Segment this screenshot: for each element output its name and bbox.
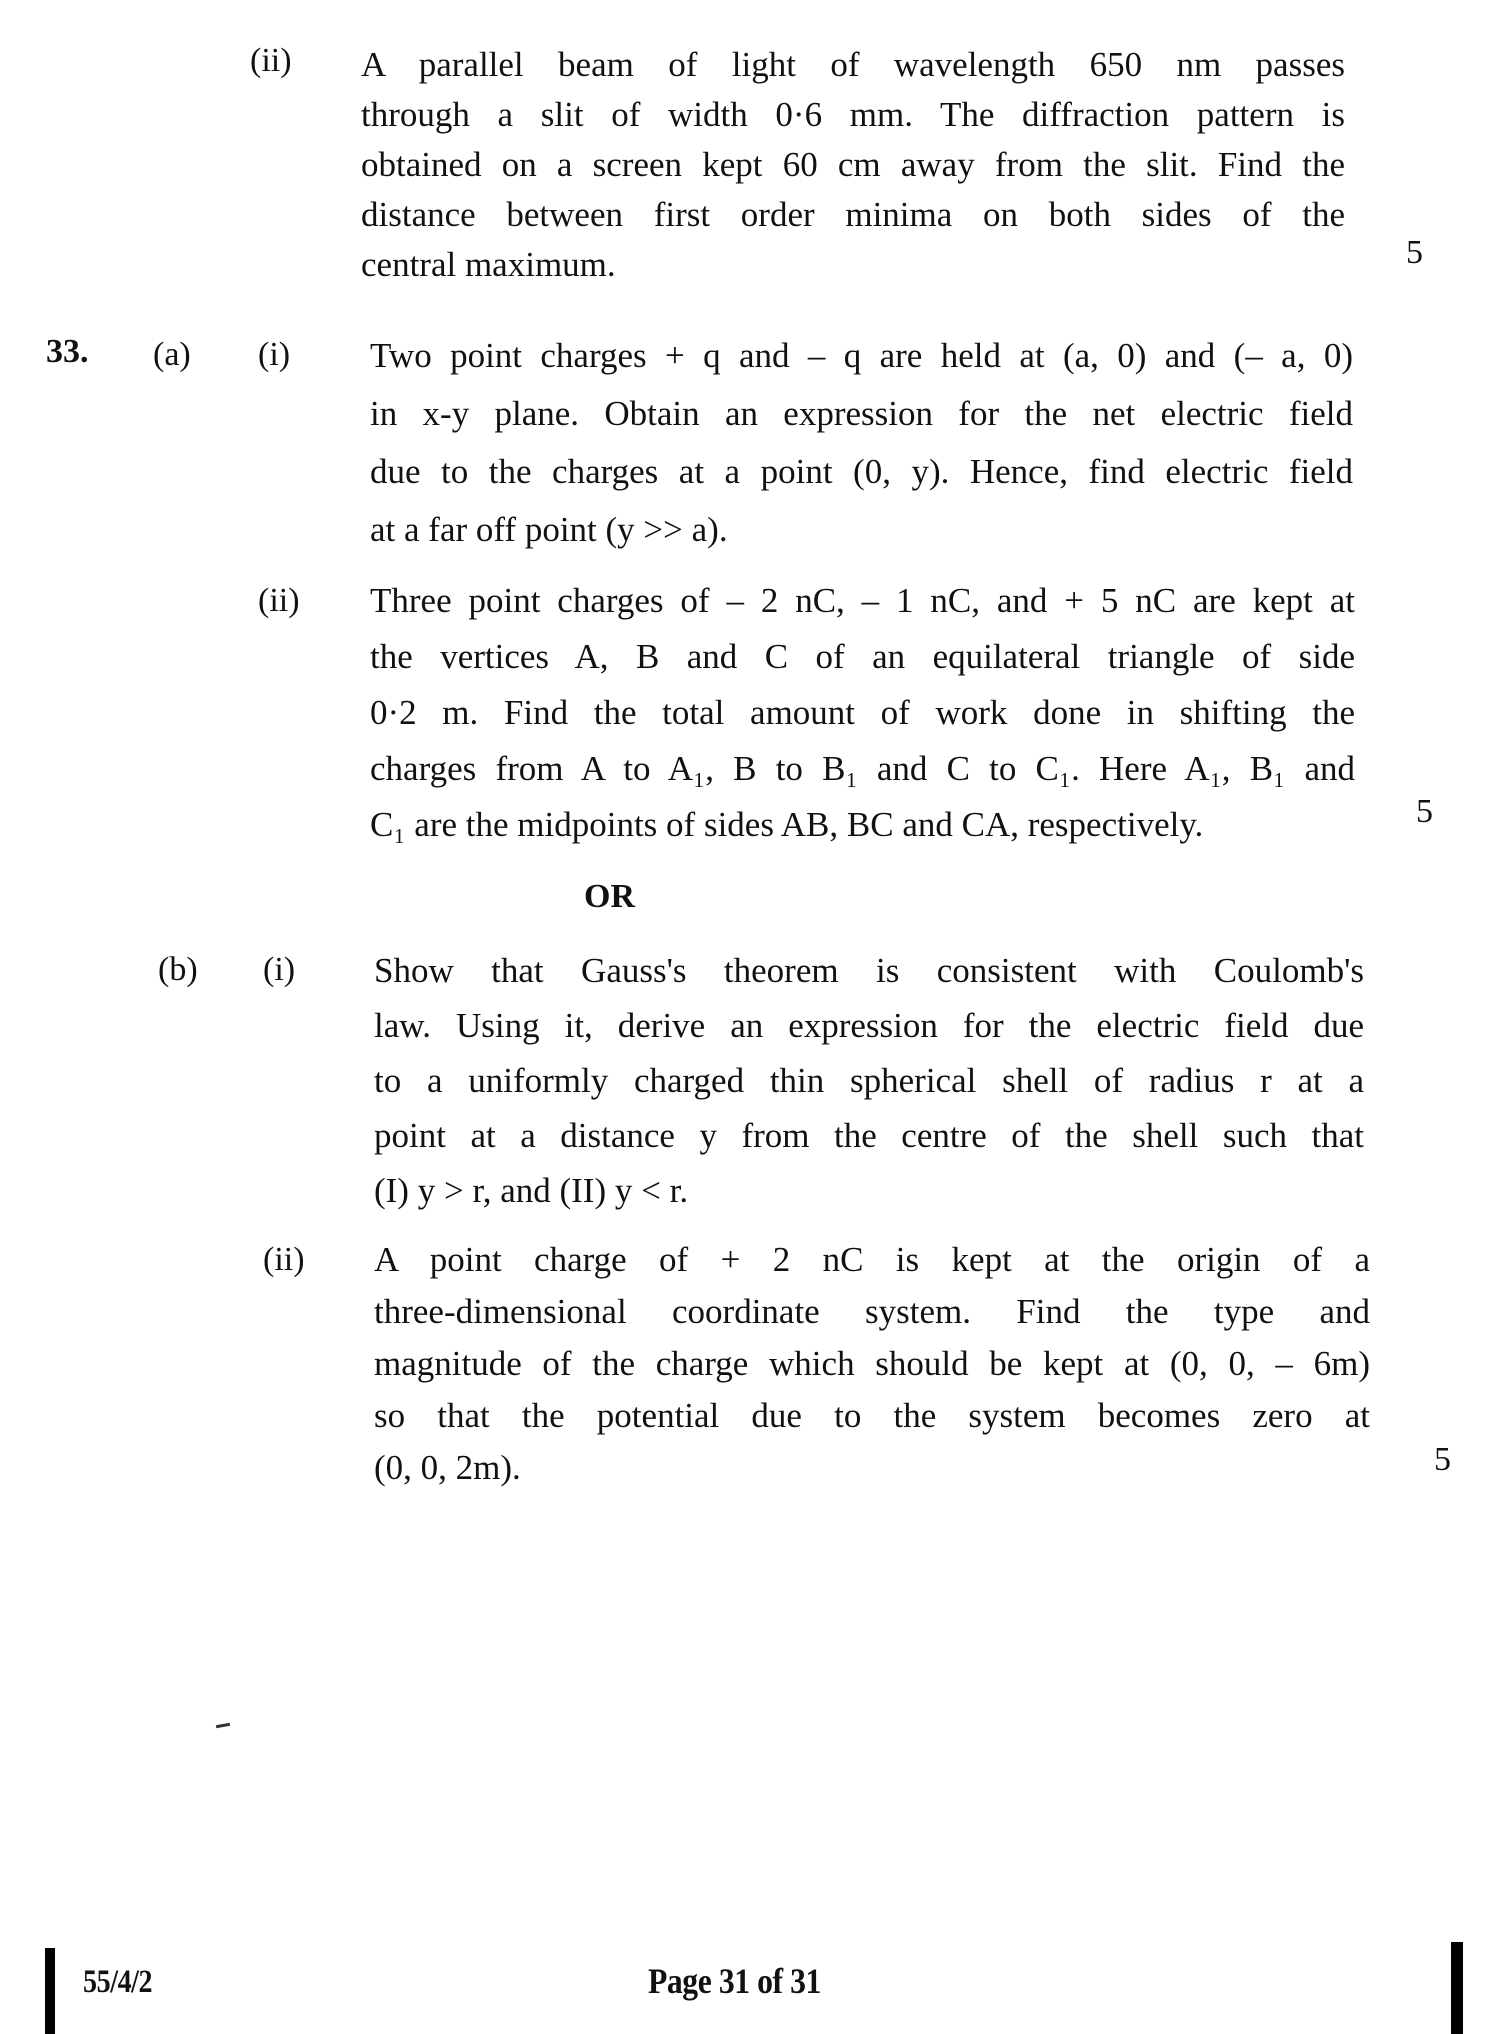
- text-line: in x-y plane. Obtain an expression for the net electric field: [370, 394, 1353, 433]
- page-number: Page 31 of 31: [648, 1961, 821, 2001]
- text-line: A point charge of + 2 nC is kept at the origin of a: [374, 1240, 1370, 1279]
- text-line: through a slit of width 0·6 mm. The diffraction pattern is: [361, 95, 1345, 134]
- text-line: law. Using it, derive an expression for the electric field due: [374, 1006, 1364, 1045]
- text-line: the vertices A, B and C of an equilateral triangle of side: [370, 637, 1355, 676]
- subpart-label: (ii): [250, 42, 292, 79]
- subpart-label: (i): [258, 336, 291, 373]
- text-line: three-dimensional coordinate system. Find the type and: [374, 1292, 1370, 1331]
- footer-right-bar: [1451, 1942, 1463, 2034]
- part-label: (a): [153, 336, 191, 373]
- text-line: charges from A to A₁, B to B₁ and C to C₁. Here A₁, B₁ and: [370, 749, 1355, 788]
- question-text: [370, 327, 1353, 559]
- marks: 5: [1416, 793, 1433, 830]
- text-line: (0, 0, 2m).: [374, 1448, 521, 1487]
- text-line: 0·2 m. Find the total amount of work done in shifting the: [370, 693, 1355, 732]
- question-text: [370, 573, 1355, 853]
- text-line: at a far off point (y >> a).: [370, 510, 728, 549]
- or-separator: OR: [584, 878, 635, 915]
- marks: 5: [1434, 1441, 1451, 1478]
- paper-code: 55/4/2: [83, 1964, 153, 2000]
- part-label: (b): [158, 951, 198, 988]
- text-line: magnitude of the charge which should be kept at (0, 0, – 6m): [374, 1344, 1370, 1383]
- text-line: central maximum.: [361, 245, 616, 284]
- subpart-label: (ii): [263, 1241, 305, 1278]
- question-text: [374, 943, 1364, 1218]
- text-line: point at a distance y from the centre of the shell such that: [374, 1116, 1364, 1155]
- question-text: [374, 1234, 1370, 1494]
- subpart-label: (ii): [258, 582, 300, 619]
- text-line: distance between first order minima on both sides of the: [361, 195, 1345, 234]
- text-line: Three point charges of – 2 nC, – 1 nC, and + 5 nC are kept at: [370, 581, 1355, 620]
- marks: 5: [1406, 234, 1423, 271]
- text-line: obtained on a screen kept 60 cm away from the slit. Find the: [361, 145, 1345, 184]
- text-line: Two point charges + q and – q are held at (a, 0) and (– a, 0): [370, 336, 1353, 375]
- subpart-label: (i): [263, 951, 296, 988]
- text-line: (I) y > r, and (II) y < r.: [374, 1171, 689, 1210]
- scan-mark: [216, 1723, 230, 1728]
- text-line: C₁ are the midpoints of sides AB, BC and CA, respectively.: [370, 805, 1204, 844]
- text-line: due to the charges at a point (0, y). Hence, find electric field: [370, 452, 1353, 491]
- footer-left-bar: [45, 1948, 55, 2034]
- text-line: to a uniformly charged thin spherical shell of radius r at a: [374, 1061, 1364, 1100]
- text-line: A parallel beam of light of wavelength 650 nm passes: [361, 45, 1345, 84]
- text-line: Show that Gauss's theorem is consistent with Coulomb's: [374, 951, 1364, 990]
- question-text: [361, 40, 1345, 290]
- text-line: so that the potential due to the system becomes zero at: [374, 1396, 1370, 1435]
- question-number: 33.: [46, 333, 89, 370]
